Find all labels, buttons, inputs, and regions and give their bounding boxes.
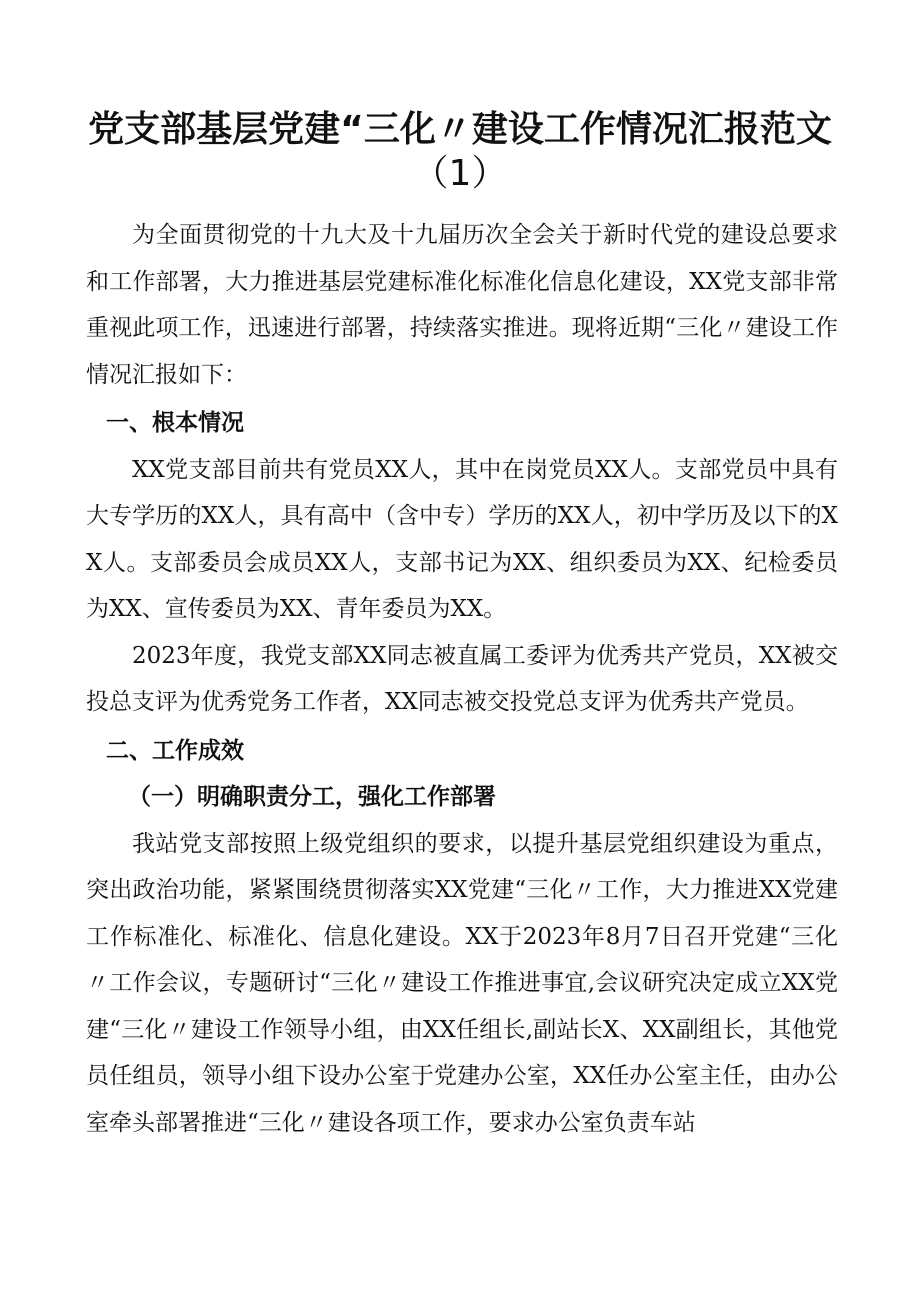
document-title-number: （1） — [412, 153, 508, 194]
honors-paragraph: 2023年度，我党支部XX同志被直属工委评为优秀共产党员，XX被交投总支评为优秀党务工作者，XX同志被交投党总支评为优秀共产党员。 — [86, 642, 838, 715]
intro-paragraph: 为全面贯彻党的十九大及十九届历次全会关于新时代党的建设总要求和工作部署，大力推进基层党建标准化标准化信息化建设，XX党支部非常重视此项工作，迅速进行部署，持续落实推进。现将近期“三化〃建设工作情况汇报如下： — [86, 222, 838, 388]
document-title: 党支部基层党建“三化〃建设工作情况汇报范文 — [88, 109, 832, 150]
responsibilities-paragraph: 我站党支部按照上级党组织的要求，以提升基层党组织建设为重点，突出政治功能，紧紧围绕贯彻落实XX党建“三化〃工作，大力推进XX党建工作标准化、标准化、信息化建设。XX于2023年8月7日召开党建“三化〃工作会议，专题研讨“三化〃建设工作推进事宜,会议研究决定成立XX党建“三化〃建设工作领导小组，由XX任组长,副站长X、XX副组长，其他党员任组员，领导小组下设办公室于党建办公室，XX任办公室主任，由办公室牵头部署推进“三化〃建设各项工作，要求办公室负责车站 — [86, 830, 838, 1136]
subsection-heading-responsibilities: （一）明确职责分工，强化工作部署 — [128, 784, 496, 810]
document-body — [86, 212, 838, 1146]
basic-situation-paragraph: XX党支部目前共有党员XX人，其中在岗党员XX人。支部党员中具有大专学历的XX人，具有高中（含中专）学历的XX人，初中学历及以下的XX人。支部委员会成员XX人，支部书记为XX、组织委员为XX、纪检委员为XX、宣传委员为XX、青年委员为XX。 — [86, 456, 838, 622]
section-heading-work-results: 二、工作成效 — [106, 737, 244, 764]
section-heading-basic-situation: 一、根本情况 — [106, 410, 244, 436]
